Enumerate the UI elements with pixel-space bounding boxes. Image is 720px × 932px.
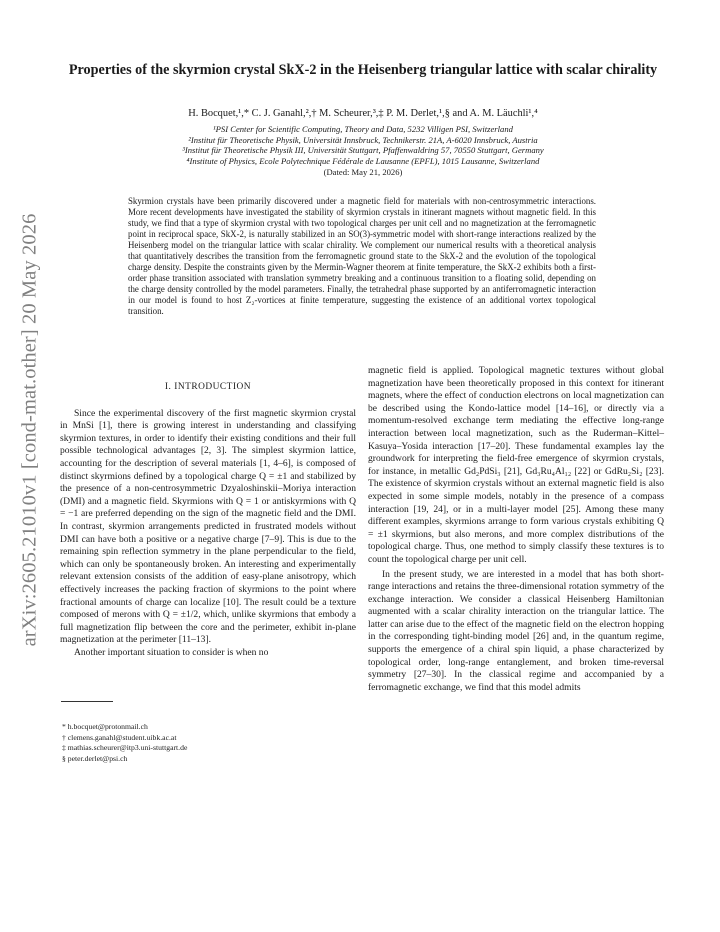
paper-title: Properties of the skyrmion crystal SkX-2 in the Heisenberg triangular lattice with scalar chirality: [68, 62, 658, 78]
intro-paragraph-4: In the present study, we are interested in a model that has both short-range interactions and retains the three-dimensional rotation symmetry of the exchange interaction. We consider a classical Heisenberg Hamiltonian augmented with a scalar chirality interaction on the triangular lattice. The latter can arise due to the effect of the magnetic field on the electron hopping in the corresponding tight-binding model [26] and, in the quantum regime, supports the emergence of a chiral spin liquid, a phase characterized by topological order, long-range entanglement, and broken time-reversal symmetry [27–30]. In the classical regime and accompanied by a ferromagnetic exchange, we find that this model admits: [368, 568, 664, 693]
footnote-2: † clemens.ganahl@student.uibk.ac.at: [62, 732, 177, 742]
affiliation-4: ⁴Institute of Physics, Ecole Polytechnique Fédérale de Lausanne (EPFL), 1015 Lausanne, Switzerland: [186, 156, 540, 167]
footnote-1: * h.bocquet@protonmail.ch: [62, 722, 148, 731]
author-list: H. Bocquet,¹,* C. J. Ganahl,²,† M. Scheurer,³,‡ P. M. Derlet,¹,§ and A. M. Läuchli¹,⁴: [188, 108, 538, 119]
left-column: [60, 381, 356, 659]
arxiv-sidebar: [10, 180, 50, 680]
affiliation-1: ¹PSI Center for Scientific Computing, Theory and Data, 5232 Villigen PSI, Switzerland: [213, 124, 513, 134]
affiliation-2: ²Institut für Theoretische Physik, Universität Innsbruck, Technikerstr. 21A, A-6020 Innsbruck, Austria: [188, 134, 538, 145]
footnote-3: ‡ mathias.scheurer@itp3.uni-stuttgart.de: [62, 743, 188, 753]
section-heading-introduction: I. INTRODUCTION: [164, 382, 252, 392]
intro-paragraph-3: magnetic field is applied. Topological magnetic textures without global magnetization have been theoretically proposed in this context for itinerant magnets, where the effect of conduction electrons on local magnetization can be described using the Kondo-lattice model [14–16], or directly via a momentum-resolved exchange term mediating the effective long-range interaction between local magnetization, such as the Ruderman–Kittel–Kasuya–Yosida interaction [17–20]. These fundamental examples lay the groundwork for interpreting the field-free emergence of skyrmion crystals, for instance, in metallic Gd₂PdSi₃ [21], Gd₃Ru₄Al₁₂ [22] or GdRu₂Si₂ [23]. The existence of skyrmion crystals without an external magnetic field is also expected in some simple models, notably in the presence of a compass interaction [19, 24], or in a multi-layer model [25]. Among these many different examples, skyrmions arrange to form various crystals exhibiting Q = ±1 skyrmions, but also merons, and more complex distributions of the topological charge. Thus, one method to simply classify these textures is to count the topological charge per unit cell.: [368, 365, 664, 565]
abstract: Skyrmion crystals have been primarily discovered under a magnetic field for materials with non-centrosymmetric interactions. More recent developments have investigated the stability of skyrmion crystals in itinerant magnets without magnetic field. In this study, we find that a type of skyrmion crystal with two topological charges per unit cell and no magnetization at the ferromagnetic point in reciprocal space, SkX-2, is naturally stabilized in an SO(3)-symmetric model with short-range interactions realized by the Heisenberg model on the triangular lattice with scalar chirality. We complement our numerical results with a theoretical analysis that quantitatively describes the transition from the ferromagnetic ground state to the SkX-2 and the evolution of the topological charge density. Despite the constraints given by the Mermin-Wagner theorem at finite temperature, the SkX-2 exhibits both a first-order phase transition associated with translation symmetry breaking and a continuous transition to a floating solid, depending on the charge density controlled by the model parameters. Finally, the tetrahedral phase supported by an antiferromagnetic interaction in our model is found to host Z₂-vortices at finite temperature, suggesting the existence of an additional vortex topological transition.: [128, 196, 596, 316]
affiliation-3: ³Institut für Theoretische Physik III, Universität Stuttgart, Pfaffenwaldring 57, 70550 Stuttgart, Germany: [182, 145, 544, 156]
affiliations: [68, 124, 658, 178]
footnotes: [62, 722, 362, 764]
footnote-rule: [61, 701, 113, 702]
intro-paragraph-2: Another important situation to consider is when no: [74, 646, 269, 658]
intro-paragraph-1: Since the experimental discovery of the first magnetic skyrmion crystal in MnSi [1], there is growing interest in understanding and classifying skyrmion textures, in order to identify their existing conditions and their full possible technological advantages [2, 3]. The simplest skyrmion lattice, accounting for the description of several materials [1, 4–6], is composed of distinct skyrmions defined by a topological charge Q = ±1 and stabilized by the presence of a non-centrosymmetric Dzyaloshinskii–Moriya interaction (DMI) and a magnetic field. Skyrmions with Q = 1 or antiskyrmions with Q = −1 are preferred depending on the sign of the magnetic field and the DMI. In contrast, skyrmion arrangements predicted in frustrated models without DMI can have both a positive or a negative charge [7–9]. This is due to the remaining spin reflection symmetry in the plane perpendicular to the field, which can only be spontaneously broken. An interesting and experimentally relevant extension consists of the addition of easy-plane anisotropy, which effectively increases the packing fraction of skyrmions to the point where fractional amounts of charge can localize [10]. The result could be a texture composed of merons with Q = ±1/2, which, unlike skyrmions that embody a full magnetization flip between the core and the perimeter, exhibit in-plane magnetization at the perimeter [11–13].: [60, 407, 356, 646]
footnote-4: § peter.derlet@psi.ch: [62, 753, 128, 763]
arxiv-identifier: arXiv:2605.21010v1 [cond-mat.other] 20 May 2026: [18, 213, 41, 647]
dated-line: (Dated: May 21, 2026): [323, 166, 403, 177]
right-column: [368, 365, 664, 694]
